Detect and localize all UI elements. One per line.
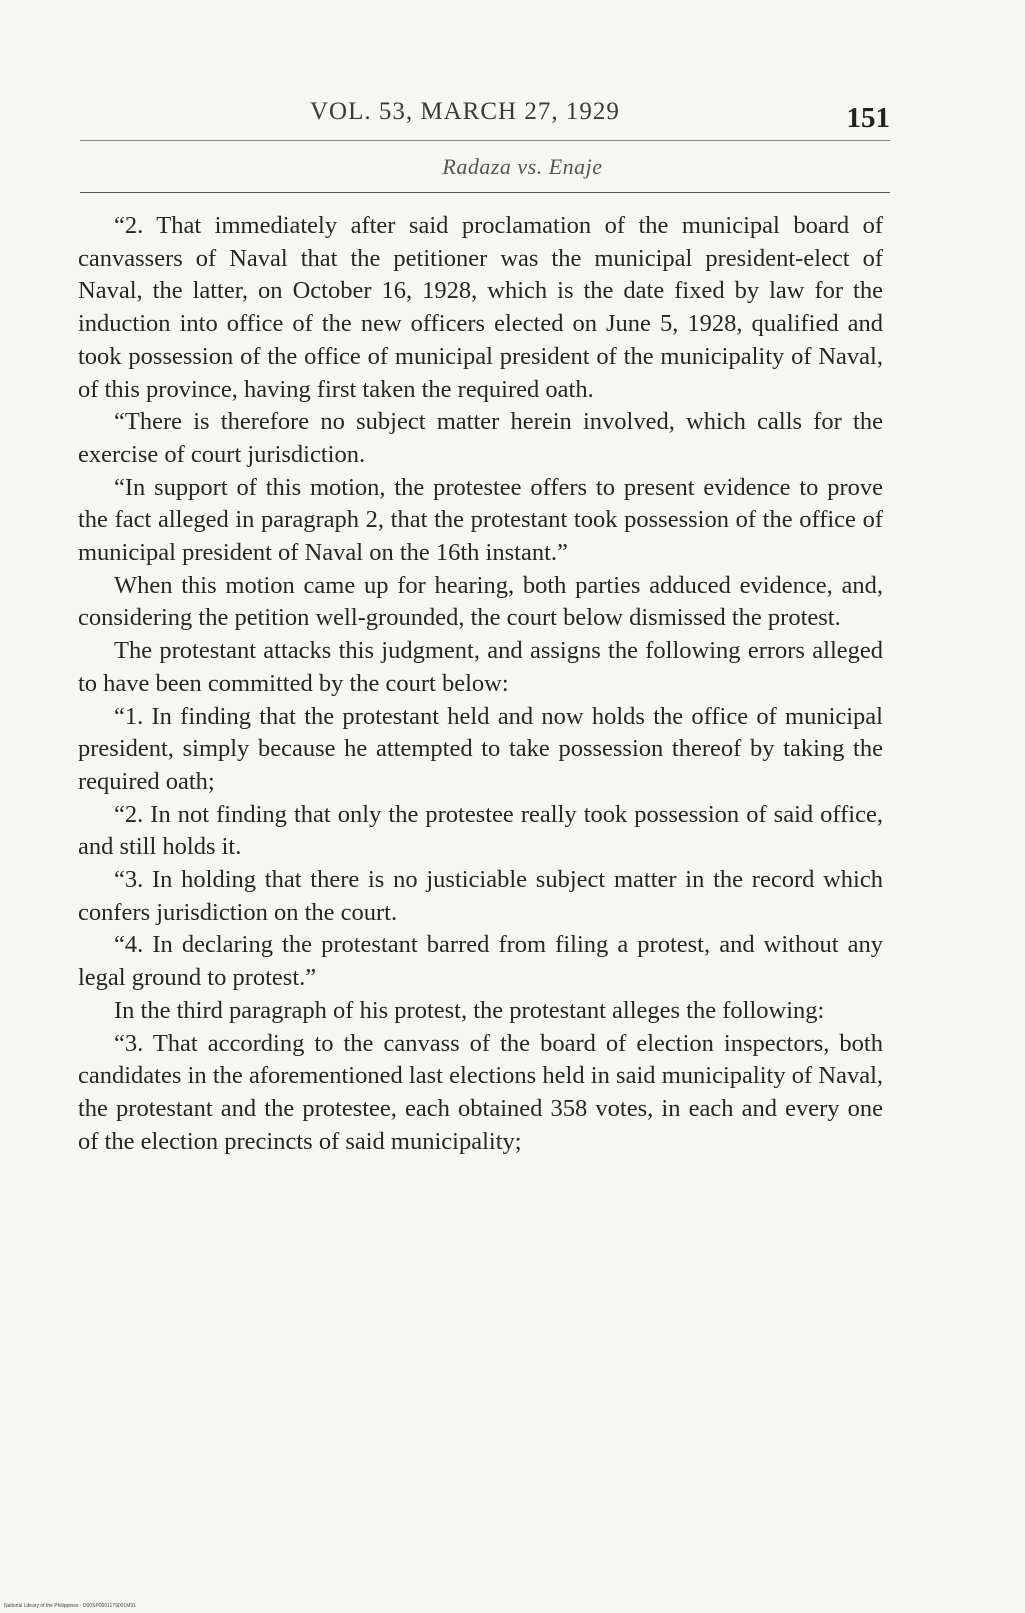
paragraph: “2. In not finding that only the protestee really took possession of said office, and still holds it.	[78, 800, 883, 861]
scan-credit: National Library of the Philippines · D00SP0001179001M31	[4, 1603, 136, 1609]
page-header	[80, 92, 890, 140]
paragraph: “3. In holding that there is no justiciable subject matter in the record which confers jurisdiction on the court.	[78, 866, 883, 926]
case-title: Radaza vs. Enaje	[442, 154, 603, 179]
page-number: 151	[846, 102, 890, 134]
paragraph: “4. In declaring the protestant barred from filing a protest, and without any legal ground to protest.”	[78, 931, 883, 992]
paragraph: The protestant attacks this judgment, and assigns the following errors alleged to have been committed by the court below:	[78, 637, 883, 697]
paragraph: “2. That immediately after said proclamation of the municipal board of canvassers of Naval that the petitioner was the municipal president-elect of Naval, the latter, on October 16, 1928, which is the date fixed by law for the induction into office of the new officers elected on June 5, 1928, qualified and took possession of the office of municipal president of the municipality of Naval, of this province, having first taken the required oath.	[78, 212, 883, 403]
title-rule	[80, 192, 890, 193]
paragraph: “3. That according to the canvass of the board of election inspectors, both candidates in the aforementioned last elections held in said municipality of Naval, the protestant and the protestee, each obtained 358 votes, in each and every one of the election precincts of said municipality;	[78, 1029, 883, 1155]
header-rule	[80, 140, 890, 141]
body-text	[78, 210, 883, 1158]
paragraph: When this motion came up for hearing, both parties adduced evidence, and, considering the petition well-grounded, the court below dismissed the protest.	[78, 571, 883, 632]
paragraph: In the third paragraph of his protest, the protestant alleges the following:	[114, 996, 825, 1024]
paragraph: “1. In finding that the protestant held and now holds the office of municipal president, simply because he attempted to take possession thereof by taking the required oath;	[78, 702, 883, 795]
running-head: VOL. 53, MARCH 27, 1929	[310, 98, 620, 125]
paragraph: “In support of this motion, the protestee offers to present evidence to prove the fact alleged in paragraph 2, that the protestant took possession of the office of municipal president of Naval on the 16th instant.”	[78, 473, 883, 567]
paragraph: “There is therefore no subject matter herein involved, which calls for the exercise of court jurisdiction.	[78, 408, 883, 468]
